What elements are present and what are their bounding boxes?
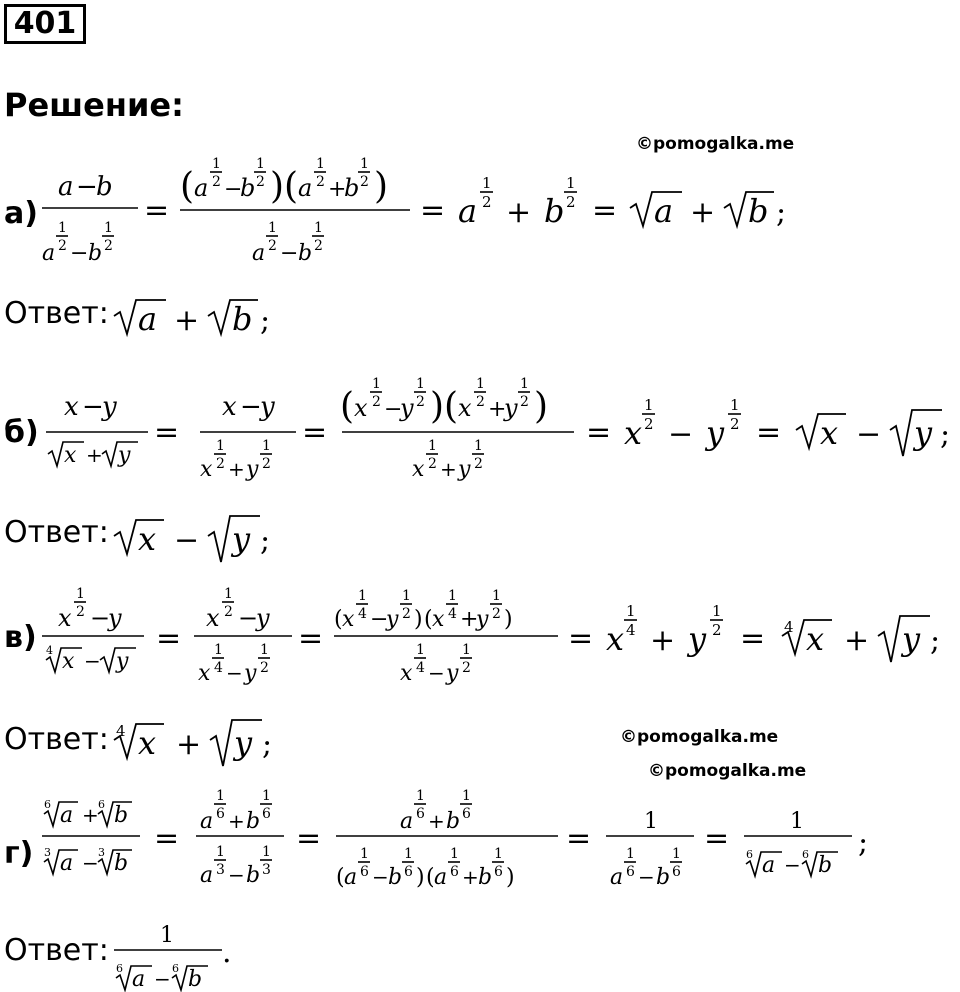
svg-text:b: b	[88, 241, 103, 266]
svg-text:a: a	[400, 809, 414, 834]
svg-text:b: b	[388, 865, 403, 890]
svg-text:3: 3	[216, 862, 225, 878]
svg-text:y: y	[234, 724, 253, 762]
svg-text:=: =	[568, 621, 594, 656]
svg-text:1: 1	[316, 156, 325, 172]
svg-text:2: 2	[462, 660, 471, 676]
svg-text:y: y	[244, 661, 257, 686]
svg-text:=: =	[302, 415, 328, 450]
answer-label-v: Ответ:	[4, 722, 109, 757]
svg-text:2: 2	[416, 394, 425, 410]
svg-text:a: a	[434, 865, 448, 890]
svg-text:;: ;	[940, 417, 951, 452]
svg-text:1: 1	[428, 438, 437, 454]
svg-text:6: 6	[116, 962, 123, 975]
svg-text:2: 2	[314, 238, 323, 254]
svg-text:x: x	[198, 661, 211, 686]
svg-text:−: −	[76, 172, 98, 202]
svg-text:1: 1	[626, 846, 635, 862]
svg-text:b: b	[656, 865, 671, 890]
svg-text:1: 1	[402, 588, 411, 604]
svg-text:b: b	[240, 174, 256, 202]
equation-g	[40, 786, 880, 906]
svg-text:2: 2	[644, 415, 654, 433]
svg-text:+: +	[690, 195, 716, 230]
svg-text:6: 6	[802, 848, 809, 861]
svg-text:1: 1	[404, 846, 413, 862]
svg-text:x: x	[64, 443, 77, 468]
svg-text:2: 2	[260, 660, 269, 676]
svg-text:): )	[504, 607, 513, 632]
svg-text:y: y	[688, 620, 707, 658]
svg-text:=: =	[704, 821, 730, 856]
svg-text:2: 2	[262, 456, 271, 472]
svg-text:2: 2	[360, 174, 369, 190]
svg-text:1: 1	[520, 376, 529, 392]
svg-text:a: a	[344, 865, 358, 890]
svg-text:.: .	[222, 935, 232, 970]
svg-text:+: +	[462, 865, 479, 889]
svg-text:b: b	[818, 853, 833, 878]
svg-text:x: x	[458, 394, 472, 422]
svg-text:6: 6	[462, 806, 471, 822]
answer-label-g: Ответ:	[4, 933, 109, 968]
svg-text:6: 6	[360, 864, 369, 880]
svg-text:a: a	[458, 192, 478, 230]
svg-text:3: 3	[262, 862, 271, 878]
svg-text:x: x	[58, 604, 72, 632]
svg-text:−: −	[856, 417, 882, 452]
answer-b	[110, 508, 290, 564]
svg-text:b: b	[232, 300, 253, 338]
svg-text:1: 1	[256, 156, 265, 172]
svg-text:−: −	[82, 851, 99, 875]
svg-text:1: 1	[314, 220, 323, 236]
svg-text:b: b	[246, 809, 261, 834]
svg-text:=: =	[296, 821, 322, 856]
svg-text:−: −	[154, 967, 171, 991]
svg-text:x: x	[138, 724, 157, 762]
svg-text:b: b	[748, 192, 769, 230]
svg-text:2: 2	[476, 394, 485, 410]
svg-text:1: 1	[712, 602, 722, 620]
svg-text:1: 1	[566, 174, 576, 192]
svg-text:1: 1	[268, 220, 277, 236]
svg-text:−: −	[90, 604, 111, 632]
svg-text:−: −	[228, 863, 245, 887]
svg-text:y: y	[458, 457, 471, 482]
svg-text:): )	[430, 386, 445, 427]
svg-text:−: −	[370, 607, 389, 632]
svg-text:x: x	[806, 620, 825, 658]
svg-text:=: =	[420, 193, 446, 228]
svg-text:+: +	[440, 457, 457, 481]
svg-text:y: y	[108, 604, 122, 632]
svg-text:6: 6	[416, 806, 425, 822]
svg-text:;: ;	[260, 523, 271, 558]
part-label-v: в)	[4, 620, 37, 655]
svg-text:6: 6	[172, 962, 179, 975]
svg-text:1: 1	[476, 376, 485, 392]
svg-text:1: 1	[494, 846, 503, 862]
answer-v	[110, 712, 290, 768]
svg-text:y: y	[914, 414, 933, 452]
svg-text:=: =	[156, 621, 182, 656]
svg-text:b: b	[246, 863, 261, 888]
svg-text:−: −	[428, 661, 445, 685]
svg-text:b: b	[188, 967, 203, 992]
svg-text:a: a	[610, 865, 624, 890]
svg-text:x: x	[432, 607, 445, 632]
svg-text:−: −	[668, 417, 694, 452]
svg-text:1: 1	[76, 586, 85, 602]
svg-text:a: a	[200, 863, 214, 888]
svg-text:1: 1	[730, 396, 740, 414]
svg-text:x: x	[64, 392, 79, 422]
svg-text:a: a	[58, 172, 74, 202]
svg-text:4: 4	[358, 606, 367, 622]
svg-text:1: 1	[450, 846, 459, 862]
svg-text:1: 1	[216, 844, 225, 860]
svg-text:y: y	[102, 392, 117, 422]
svg-text:1: 1	[644, 809, 658, 834]
svg-text:2: 2	[566, 193, 576, 211]
equation-b	[40, 360, 960, 490]
svg-text:3: 3	[98, 846, 105, 859]
svg-text:a: a	[200, 809, 214, 834]
svg-text:1: 1	[216, 788, 225, 804]
svg-text:x: x	[222, 392, 237, 422]
svg-text:+: +	[488, 397, 507, 422]
svg-text:1: 1	[492, 588, 501, 604]
svg-text:+: +	[228, 457, 245, 481]
svg-text:1: 1	[474, 438, 483, 454]
svg-text:+: +	[844, 623, 870, 658]
svg-text:a: a	[762, 853, 776, 878]
svg-text:6: 6	[216, 806, 225, 822]
svg-text:=: =	[154, 821, 180, 856]
svg-text:a: a	[42, 241, 56, 266]
svg-text:y: y	[116, 649, 129, 674]
svg-text:−: −	[384, 397, 403, 422]
svg-text:(: (	[336, 865, 345, 890]
part-label-a: а)	[4, 196, 38, 231]
svg-text:y: y	[476, 607, 489, 632]
svg-text:2: 2	[482, 193, 492, 211]
svg-text:1: 1	[626, 602, 636, 620]
svg-text:1: 1	[262, 844, 271, 860]
svg-text:1: 1	[216, 438, 225, 454]
svg-text:y: y	[706, 414, 725, 452]
svg-text:1: 1	[260, 642, 269, 658]
svg-text:1: 1	[262, 788, 271, 804]
svg-text:1: 1	[358, 588, 367, 604]
svg-text:b: b	[544, 192, 565, 230]
svg-text:b: b	[298, 241, 313, 266]
equation-a	[40, 150, 800, 270]
svg-text:=: =	[740, 621, 766, 656]
svg-text:+: +	[328, 177, 347, 202]
svg-text:b: b	[96, 172, 113, 202]
part-label-b: б)	[4, 415, 39, 450]
svg-text:−: −	[82, 392, 104, 422]
svg-text:=: =	[144, 193, 170, 228]
svg-text:4: 4	[784, 618, 794, 636]
svg-text:6: 6	[262, 806, 271, 822]
svg-text:+: +	[228, 809, 245, 833]
svg-text:): )	[416, 865, 425, 890]
svg-text:=: =	[154, 415, 180, 450]
svg-text:=: =	[298, 621, 324, 656]
svg-text:1: 1	[416, 788, 425, 804]
svg-text:x: x	[820, 414, 839, 452]
svg-text:a: a	[60, 851, 74, 876]
svg-text:4: 4	[416, 660, 425, 676]
svg-text:1: 1	[416, 376, 425, 392]
svg-text:6: 6	[746, 848, 753, 861]
svg-text:1: 1	[224, 586, 233, 602]
svg-text:(: (	[334, 607, 343, 632]
svg-text:(: (	[444, 386, 459, 427]
answer-label-b: Ответ:	[4, 515, 109, 550]
part-label-g: г)	[4, 836, 34, 871]
svg-text:a: a	[60, 803, 74, 828]
svg-text:a: a	[132, 967, 146, 992]
svg-text:x: x	[412, 457, 425, 482]
svg-text:y: y	[400, 394, 414, 422]
svg-text:1: 1	[58, 220, 67, 236]
svg-text:1: 1	[462, 642, 471, 658]
svg-text:6: 6	[98, 798, 105, 811]
svg-text:b: b	[478, 865, 493, 890]
svg-text:1: 1	[360, 156, 369, 172]
problem-number: 401	[4, 4, 86, 44]
svg-text:x: x	[354, 394, 368, 422]
svg-text:6: 6	[626, 864, 635, 880]
svg-text:6: 6	[494, 864, 503, 880]
svg-text:y: y	[256, 604, 270, 632]
svg-text:4: 4	[448, 606, 457, 622]
svg-text:(: (	[424, 607, 433, 632]
svg-text:a: a	[252, 241, 266, 266]
svg-text:y: y	[232, 520, 251, 558]
svg-text:y: y	[260, 392, 275, 422]
svg-text:a: a	[298, 174, 313, 202]
svg-text:(: (	[284, 166, 299, 207]
svg-text:): )	[270, 166, 285, 207]
svg-text:(: (	[180, 166, 195, 207]
svg-text:−: −	[226, 661, 243, 685]
svg-text:x: x	[606, 620, 625, 658]
svg-text:4: 4	[214, 660, 223, 676]
svg-text:1: 1	[672, 846, 681, 862]
svg-text:2: 2	[712, 621, 722, 639]
svg-text:x: x	[624, 414, 643, 452]
svg-text:2: 2	[256, 174, 265, 190]
svg-text:+: +	[86, 443, 103, 467]
svg-text:y: y	[386, 607, 399, 632]
svg-text:−: −	[224, 177, 243, 202]
svg-text:2: 2	[402, 606, 411, 622]
svg-text:): )	[414, 607, 423, 632]
solution-heading: Решение:	[4, 86, 184, 124]
svg-text:−: −	[280, 241, 299, 266]
svg-text:−: −	[784, 853, 801, 877]
svg-text:2: 2	[474, 456, 483, 472]
svg-text:a: a	[194, 174, 209, 202]
svg-text:x: x	[400, 661, 413, 686]
svg-text:2: 2	[428, 456, 437, 472]
svg-text:=: =	[566, 821, 592, 856]
svg-text:x: x	[342, 607, 355, 632]
svg-text:1: 1	[448, 588, 457, 604]
svg-text:): )	[374, 166, 389, 207]
svg-text:x: x	[62, 649, 75, 674]
watermark: ©pomogalka.me	[620, 727, 779, 747]
svg-text:+: +	[428, 809, 445, 833]
svg-text:y: y	[504, 394, 518, 422]
svg-text:2: 2	[520, 394, 529, 410]
svg-text:;: ;	[930, 623, 941, 658]
svg-text:3: 3	[44, 846, 51, 859]
answer-g	[110, 916, 250, 992]
answer-label-a: Ответ:	[4, 296, 109, 331]
svg-text:2: 2	[104, 238, 113, 254]
svg-text:;: ;	[858, 825, 869, 860]
svg-text:2: 2	[372, 394, 381, 410]
svg-text:1: 1	[416, 642, 425, 658]
svg-text:x: x	[138, 520, 157, 558]
svg-text:6: 6	[672, 864, 681, 880]
svg-text:=: =	[586, 415, 612, 450]
svg-text:4: 4	[626, 621, 636, 639]
svg-text:2: 2	[730, 415, 740, 433]
svg-text:+: +	[650, 623, 676, 658]
svg-text:6: 6	[450, 864, 459, 880]
svg-text:b: b	[114, 803, 129, 828]
svg-text:y: y	[118, 443, 131, 468]
svg-text:−: −	[70, 241, 89, 266]
svg-text:2: 2	[268, 238, 277, 254]
svg-text:y: y	[902, 620, 921, 658]
svg-text:2: 2	[76, 604, 85, 620]
svg-text:6: 6	[404, 864, 413, 880]
svg-text:1: 1	[104, 220, 113, 236]
svg-text:−: −	[174, 523, 200, 558]
svg-text:1: 1	[262, 438, 271, 454]
svg-text:1: 1	[462, 788, 471, 804]
svg-text:+: +	[506, 195, 532, 230]
watermark: ©pomogalka.me	[636, 134, 795, 154]
svg-text:1: 1	[790, 809, 804, 834]
watermark: ©pomogalka.me	[648, 761, 807, 781]
svg-text:1: 1	[360, 846, 369, 862]
svg-text:2: 2	[212, 174, 221, 190]
svg-text:;: ;	[260, 303, 271, 338]
svg-text:2: 2	[216, 456, 225, 472]
svg-text:−: −	[84, 649, 101, 673]
svg-text:b: b	[446, 809, 461, 834]
svg-text:(: (	[426, 865, 435, 890]
svg-text:): )	[506, 865, 515, 890]
svg-text:b: b	[344, 174, 360, 202]
svg-text:=: =	[592, 193, 618, 228]
svg-text:=: =	[756, 415, 782, 450]
svg-text:;: ;	[776, 195, 787, 230]
svg-text:b: b	[114, 851, 129, 876]
svg-text:(: (	[340, 386, 355, 427]
svg-text:): )	[534, 386, 549, 427]
svg-text:−: −	[238, 604, 259, 632]
svg-text:a: a	[138, 300, 158, 338]
answer-a	[110, 290, 290, 340]
svg-text:y: y	[246, 457, 259, 482]
svg-text:1: 1	[372, 376, 381, 392]
svg-text:2: 2	[58, 238, 67, 254]
svg-text:−: −	[638, 865, 655, 889]
svg-text:+: +	[460, 607, 479, 632]
svg-text:;: ;	[262, 727, 273, 762]
svg-text:1: 1	[214, 642, 223, 658]
svg-text:−: −	[240, 392, 262, 422]
svg-text:2: 2	[316, 174, 325, 190]
svg-text:4: 4	[46, 644, 53, 657]
svg-text:a: a	[654, 192, 674, 230]
svg-text:2: 2	[492, 606, 501, 622]
svg-text:+: +	[82, 803, 99, 827]
equation-v	[40, 574, 960, 694]
svg-text:x: x	[200, 457, 213, 482]
svg-text:1: 1	[160, 923, 174, 948]
svg-text:x: x	[206, 604, 220, 632]
svg-text:1: 1	[644, 396, 654, 414]
svg-text:+: +	[174, 303, 200, 338]
svg-text:−: −	[372, 865, 389, 889]
svg-text:y: y	[446, 661, 459, 686]
svg-text:1: 1	[482, 174, 492, 192]
svg-text:6: 6	[44, 798, 51, 811]
svg-text:4: 4	[116, 722, 126, 740]
svg-text:1: 1	[212, 156, 221, 172]
svg-text:+: +	[176, 727, 202, 762]
svg-text:2: 2	[224, 604, 233, 620]
